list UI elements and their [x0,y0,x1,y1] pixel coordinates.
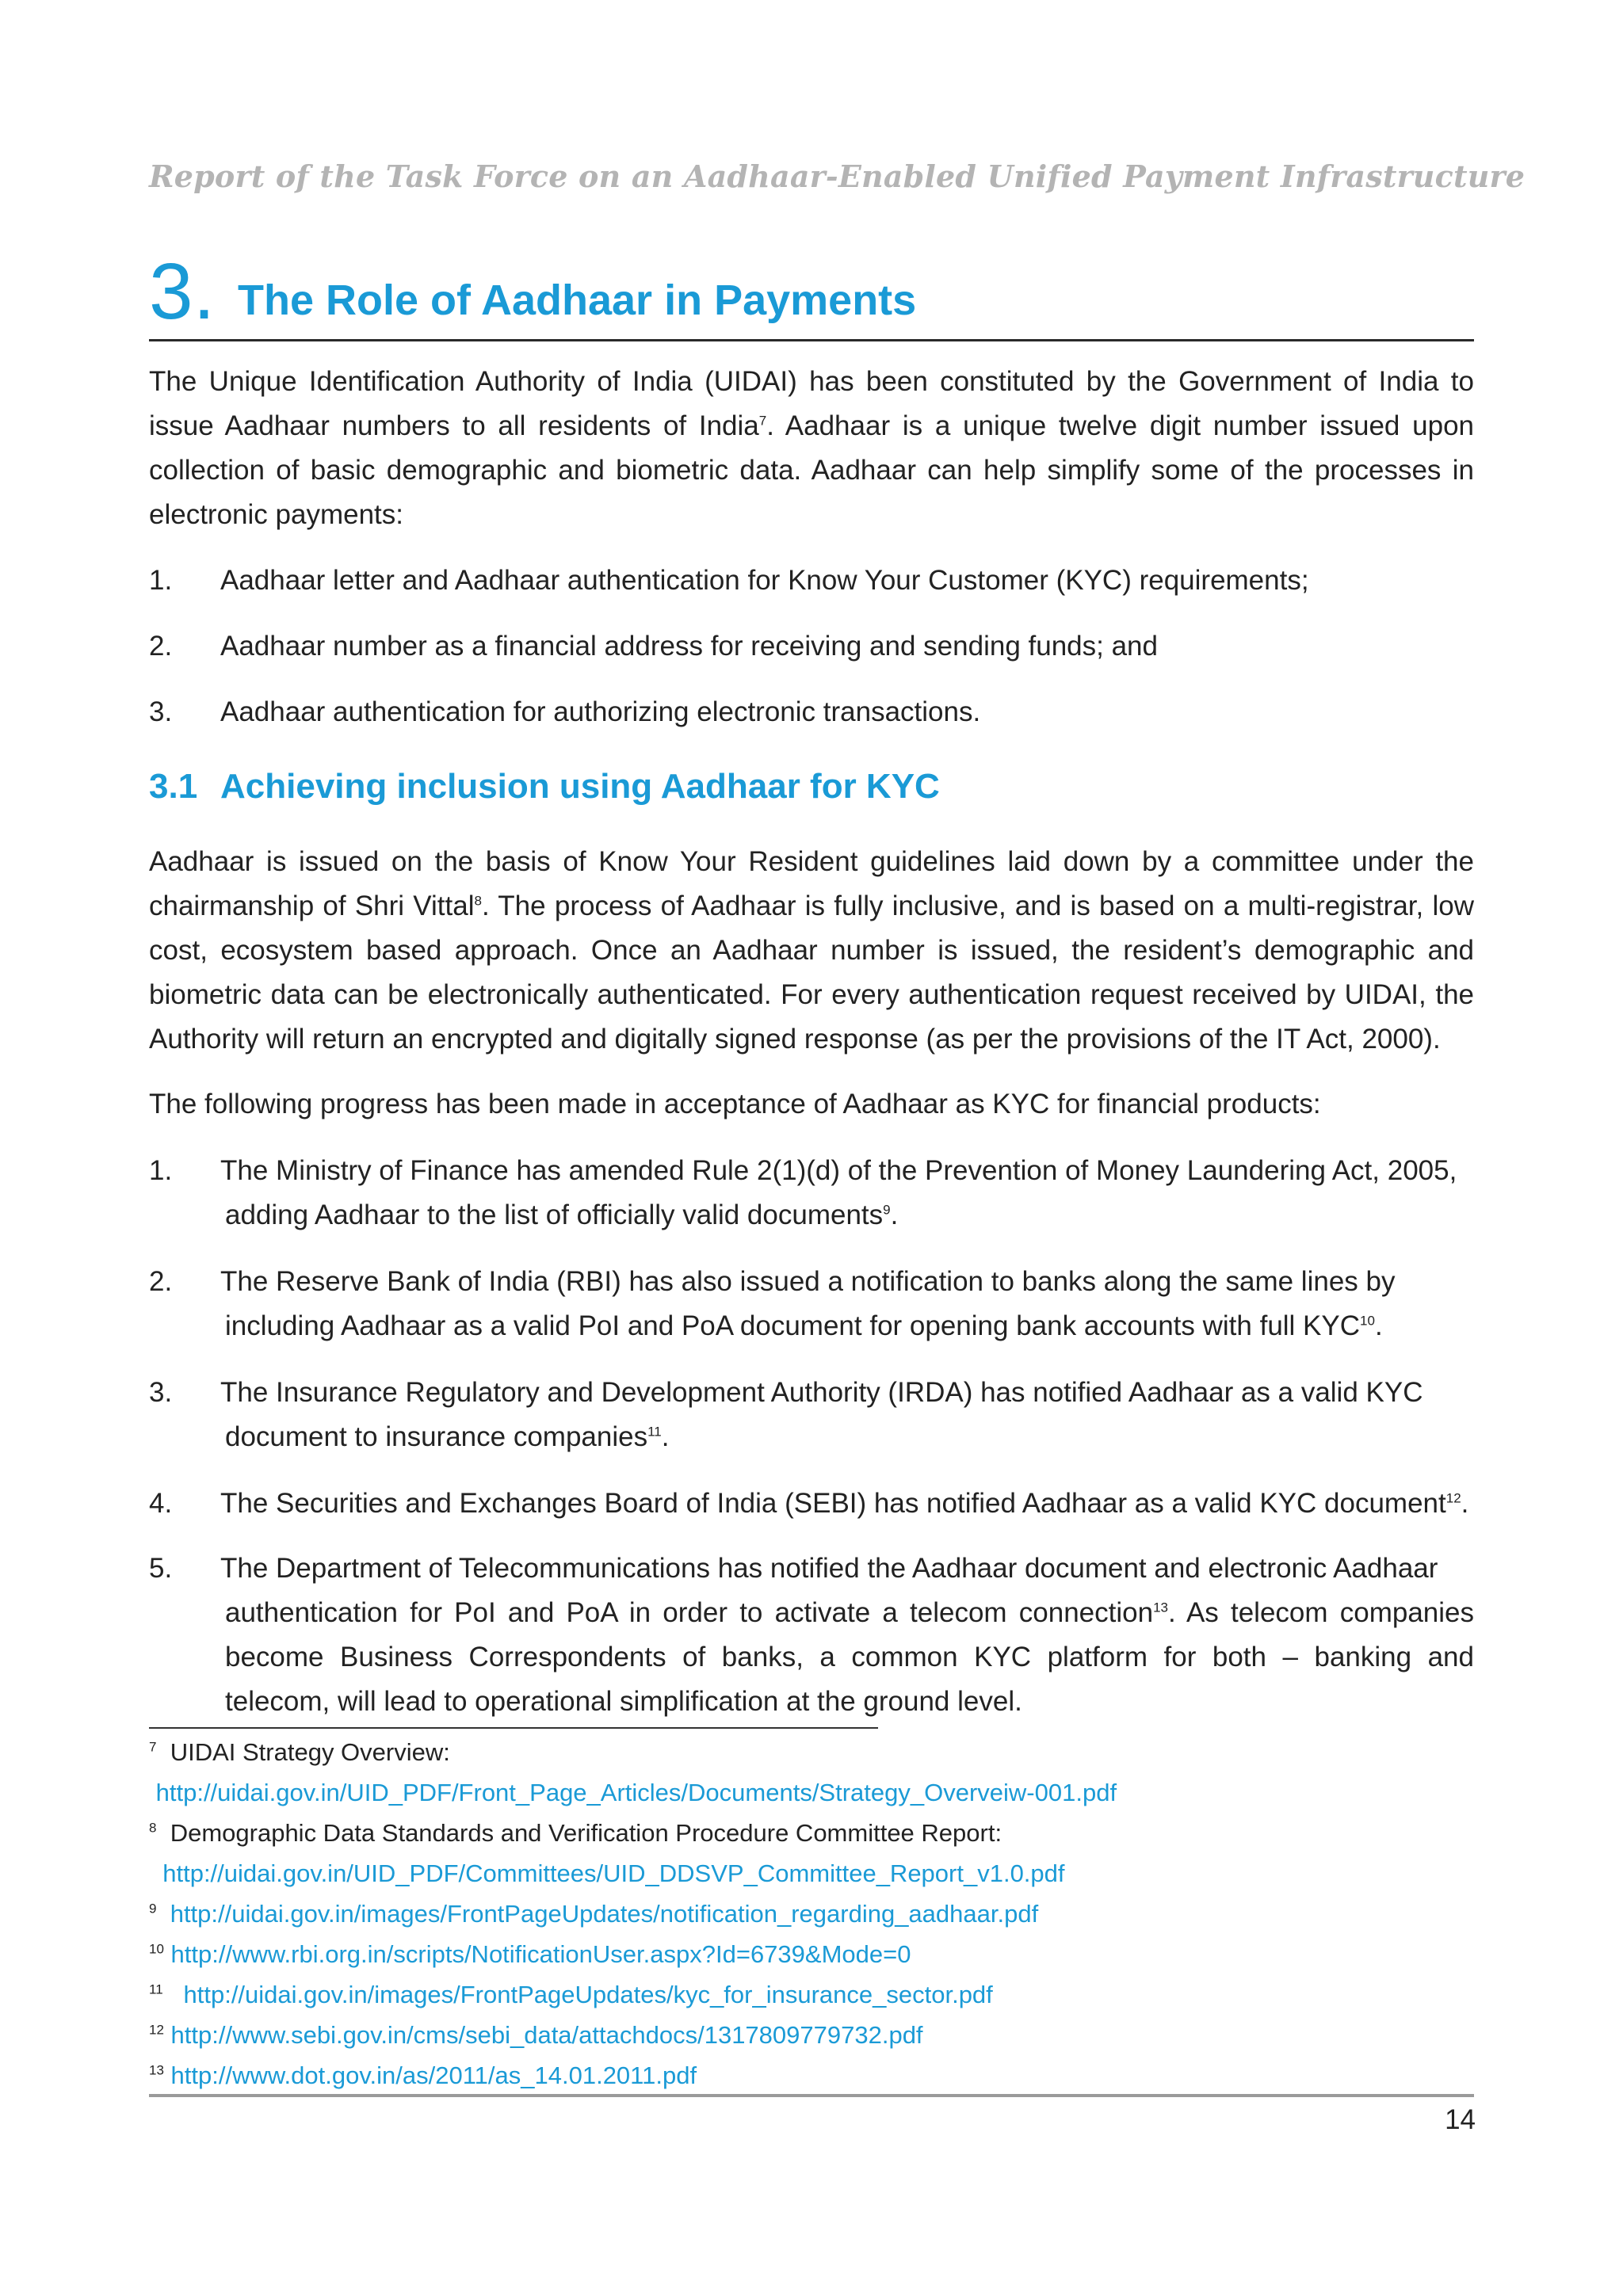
footnote-ref-12[interactable]: 12 [1445,1490,1461,1506]
footnote-10 [149,1934,1474,1974]
progress-item-text [220,1547,1474,1724]
footnote-ref-9[interactable]: 9 [883,1202,891,1218]
footnote-mark: 11 [149,1981,163,1997]
footnote-ref-7[interactable]: 7 [758,413,767,429]
footnote-7-url-row [149,1772,1474,1813]
progress-item-number: 4. [149,1488,173,1519]
section-heading [149,767,940,807]
progress-item-text [220,1260,1474,1348]
kyc-text-cont: . The process of Aadhaar is fully inclusive, and is based on a multi-registrar, low cost, ecosystem based approach. Once an Aadhaar number is issued, the resident’s demographic and biometric data can be electronically authenticated. For every authentication request received by UIDAI, the Authority will return an encrypted and digitally signed response (as per the provisions of the IT Act, 2000). [149,891,1475,1055]
progress-item-number: 3. [149,1377,173,1408]
footnote-mark: 8 [149,1820,157,1836]
chapter-heading [149,247,1474,341]
use-item-number: 3. [149,696,173,727]
chapter-title: The Role of Aadhaar in Payments [238,277,917,324]
progress-item-rest [220,1591,1474,1724]
progress-item-cont2: . As telecom companies become Business Correspondents of banks, a common KYC platform for both – banking and telecom, will lead to operational simplification at the ground level. [225,1597,1474,1717]
footnote-link[interactable]: http://uidai.gov.in/UID_PDF/Front_Page_Articles/Documents/Strategy_Overveiw-001.pdf [155,1779,1117,1806]
footnote-ref-13[interactable]: 13 [1153,1600,1168,1615]
punct: . [661,1421,670,1452]
punct: . [1374,1310,1383,1341]
page-number: 14 [1445,2104,1476,2135]
footnote-link[interactable]: http://uidai.gov.in/images/FrontPageUpdates/kyc_for_insurance_sector.pdf [183,1981,993,2008]
footnote-8-url-row [149,1853,1474,1894]
intro-paragraph [149,360,1474,537]
footnote-label: Demographic Data Standards and Verification Procedure Committee Report: [170,1819,1002,1847]
intro-text: The Unique Identification Authority of India (UIDAI) has been constituted by the Government of India to issue Aadhaar numbers to all residents of India [149,366,1474,441]
footnote-link[interactable]: http://www.rbi.org.in/scripts/NotificationUser.aspx?Id=6739&Mode=0 [170,1940,911,1968]
footnote-mark: 9 [149,1901,157,1917]
progress-item-cont: adding Aadhaar to the list of officially valid documents [225,1199,884,1230]
progress-item-cont: document to insurance companies [225,1421,648,1452]
footnote-ref-8[interactable]: 8 [474,893,482,909]
progress-item-line: The Securities and Exchanges Board of India (SEBI) has notified Aadhaar as a valid KYC document [220,1488,1446,1519]
use-item-number: 1. [149,565,173,596]
footnote-11 [149,1974,1474,2015]
footnote-link[interactable]: http://www.dot.gov.in/as/2011/as_14.01.2011.pdf [170,2061,697,2089]
progress-item-text [220,1371,1474,1459]
footnote-link[interactable]: http://uidai.gov.in/images/FrontPageUpdates/notification_regarding_aadhaar.pdf [170,1900,1039,1928]
footnote-divider [149,1727,878,1729]
progress-item-cont: authentication for PoI and PoA in order to activate a telecom connection [225,1597,1154,1628]
footnote-9 [149,1894,1474,1934]
footnote-13 [149,2055,1474,2096]
progress-item-line: The Department of Telecommunications has notified the Aadhaar document and electronic Aadhaar [220,1553,1438,1584]
progress-item-text [220,1149,1474,1238]
progress-intro: The following progress has been made in acceptance of Aadhaar as KYC for financial products: [149,1089,1321,1119]
footnote-link[interactable]: http://www.sebi.gov.in/cms/sebi_data/attachdocs/1317809779732.pdf [170,2021,923,2049]
progress-item-number: 2. [149,1266,173,1297]
progress-item-rest [220,1415,1474,1459]
footnote-mark: 13 [149,2062,164,2078]
section-title: Achieving inclusion using Aadhaar for KYC [220,767,940,806]
chapter-number: 3. [149,247,216,336]
kyc-paragraph [149,840,1474,1062]
footnote-link[interactable]: http://uidai.gov.in/UID_PDF/Committees/UID_DDSVP_Committee_Report_v1.0.pdf [162,1859,1065,1887]
use-item-text: Aadhaar letter and Aadhaar authentication for Know Your Customer (KYC) requirements; [220,565,1309,596]
progress-item-line: The Reserve Bank of India (RBI) has also issued a notification to banks along the same lines by [220,1266,1396,1297]
footnote-7 [149,1732,1474,1772]
footnote-mark: 7 [149,1739,157,1755]
progress-item-number: 1. [149,1155,173,1186]
progress-item-number: 5. [149,1553,173,1584]
footnote-12 [149,2015,1474,2055]
intro-text-cont: . Aadhaar is a unique twelve digit number issued upon collection of basic demographic and biometric data. Aadhaar can help simplify some of the processes in electronic payments: [149,410,1474,530]
progress-item-line: The Ministry of Finance has amended Rule 2(1)(d) of the Prevention of Money Laundering Act, 2005, [220,1155,1457,1186]
progress-item-rest [220,1193,1474,1238]
progress-item-rest [220,1304,1474,1348]
footnote-label: UIDAI Strategy Overview: [170,1738,450,1766]
footnote-8 [149,1813,1474,1853]
footnote-mark: 10 [149,1941,164,1957]
punct: . [890,1199,899,1230]
footnote-ref-11[interactable]: 11 [647,1424,662,1440]
progress-item-cont: including Aadhaar as a valid PoI and PoA document for opening bank accounts with full KYC [225,1310,1361,1341]
footnote-ref-10[interactable]: 10 [1360,1313,1375,1329]
use-item-number: 2. [149,631,173,662]
progress-item-line: The Insurance Regulatory and Development Authority (IRDA) has notified Aadhaar as a valid KYC [220,1377,1423,1408]
page-bottom-rule [149,2094,1474,2097]
use-item-text: Aadhaar number as a financial address for receiving and sending funds; and [220,631,1158,662]
kyc-text: Aadhaar is issued on the basis of Know Your Resident guidelines laid down by a committee under the chairmanship of Shri Vittal [149,846,1474,921]
running-header: Report of the Task Force on an Aadhaar-Enabled Unified Payment Infrastructure [149,158,1526,194]
punct: . [1461,1488,1469,1519]
use-item-text: Aadhaar authentication for authorizing electronic transactions. [220,696,981,727]
footnote-mark: 12 [149,2022,164,2038]
section-number: 3.1 [149,767,198,806]
progress-item-text [220,1482,1474,1526]
